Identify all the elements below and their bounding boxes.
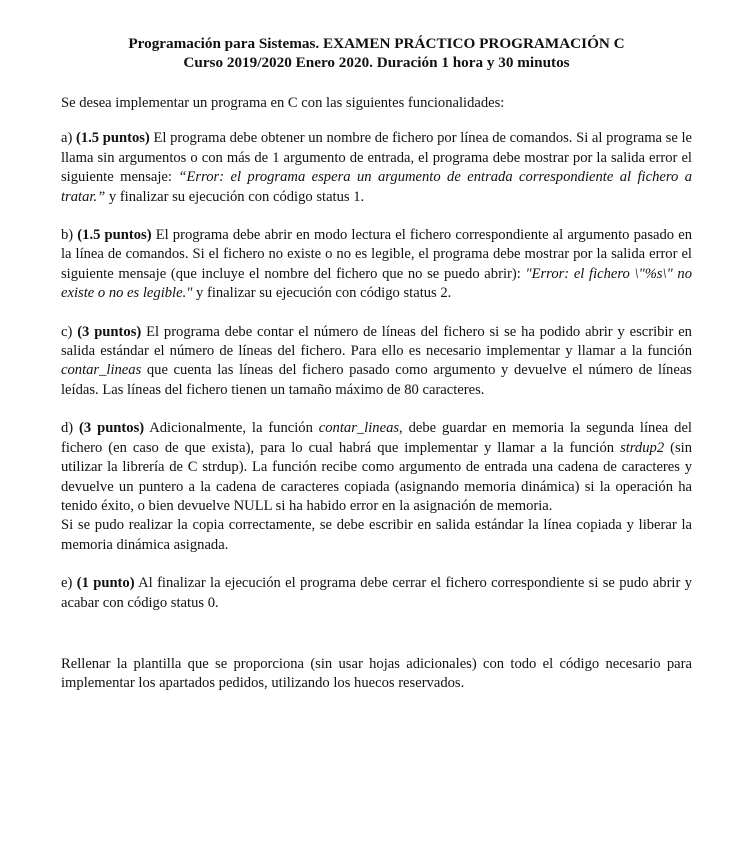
section-c-label: c) <box>61 323 73 340</box>
section-b-text-end: y finalizar su ejecución con código status 2. <box>192 285 452 302</box>
section-a-label: a) <box>61 130 73 147</box>
section-a-points: (1.5 puntos) <box>76 130 150 147</box>
section-e-label: e) <box>61 575 73 592</box>
section-d-text: Adicionalmente, la función <box>144 420 319 437</box>
exam-header <box>61 34 692 72</box>
section-b-text: El programa debe abrir en modo lectura el fichero correspondiente al argumento pasado en la línea de comandos. Si el fichero no existe o no es legible, el programa debe mostrar por la salida error el siguiente mensaje (que incluye el nombre del fichero que no se puedo abrir): <box>61 227 693 282</box>
section-a <box>61 129 692 207</box>
section-a-text: El programa debe obtener un nombre de fichero por línea de comandos. Si al programa se le llama sin argumentos o con más de 1 argumento de entrada, el programa debe mostrar por la salida error el siguiente mensaje: <box>61 130 693 186</box>
section-d-continuation: Si se pudo realizar la copia correctamente, se debe escribir en salida estándar la línea copiada y liberar la memoria dinámica asignada. <box>61 517 692 553</box>
section-e <box>61 574 692 613</box>
section-b-points: (1.5 puntos) <box>77 227 152 244</box>
header-course-info: Curso 2019/2020 Enero 2020. Duración 1 hora y 30 minutos <box>183 54 570 71</box>
section-d-function-name: contar_lineas <box>318 420 400 437</box>
footer-instructions: Rellenar la plantilla que se proporciona (sin usar hojas adicionales) con todo el código necesario para implementar los apartados pedidos, utilizando los huecos reservados. <box>61 655 692 692</box>
section-e-text: Al finalizar la ejecución el programa debe cerrar el fichero correspondiente si se pudo abrir y acabar con código status 0. <box>61 575 692 611</box>
section-a-text-end: y finalizar su ejecución con código status 1. <box>105 188 365 205</box>
section-c <box>61 323 692 401</box>
section-d-text-end: (sin utilizar la librería de C strdup). La función recibe como argumento de entrada una cadena de caracteres y devuelve un puntero a la cadena de caracteres copiada (asignando memoria dinámica) si la operación ha tenido éxito, o bien devuelve NULL si ha habido error en la asignación de memoria. <box>61 439 692 514</box>
section-b-label: b) <box>61 227 74 244</box>
section-d-strdup2-name: strdup2 <box>620 439 665 456</box>
header-title: Programación para Sistemas. EXAMEN PRÁCTICO PROGRAMACIÓN C <box>128 35 625 52</box>
intro-paragraph: Se desea implementar un programa en C con las siguientes funcionalidades: <box>61 95 505 111</box>
section-b <box>61 226 692 304</box>
section-c-text-end: que cuenta las líneas del fichero pasado como argumento y devuelve el número de líneas leídas. Las líneas del fichero tienen un tamaño máximo de 80 caracteres. <box>61 362 692 398</box>
section-d-label: d) <box>61 420 74 437</box>
section-c-function-name: contar_lineas <box>61 362 142 379</box>
section-d-points: (3 puntos) <box>79 420 145 437</box>
section-e-points: (1 punto) <box>76 575 135 592</box>
section-d <box>61 419 692 516</box>
section-b-error-message: "Error: el fichero \"%s\" no existe o no es legible." <box>61 265 692 302</box>
section-c-points: (3 puntos) <box>77 323 142 340</box>
section-d-text-middle: , debe guardar en memoria la segunda línea del fichero (en caso de que exista), para lo cual habrá que implementar y llamar a la función <box>61 420 692 456</box>
section-c-text: El programa debe contar el número de líneas del fichero si se ha podido abrir y escribir en salida estándar el número de líneas del fichero. Para ello es necesario implementar y llamar a la función <box>61 323 692 360</box>
section-a-error-message: “Error: el programa espera un argumento de entrada correspondiente al fichero a tratar.” <box>61 169 692 205</box>
